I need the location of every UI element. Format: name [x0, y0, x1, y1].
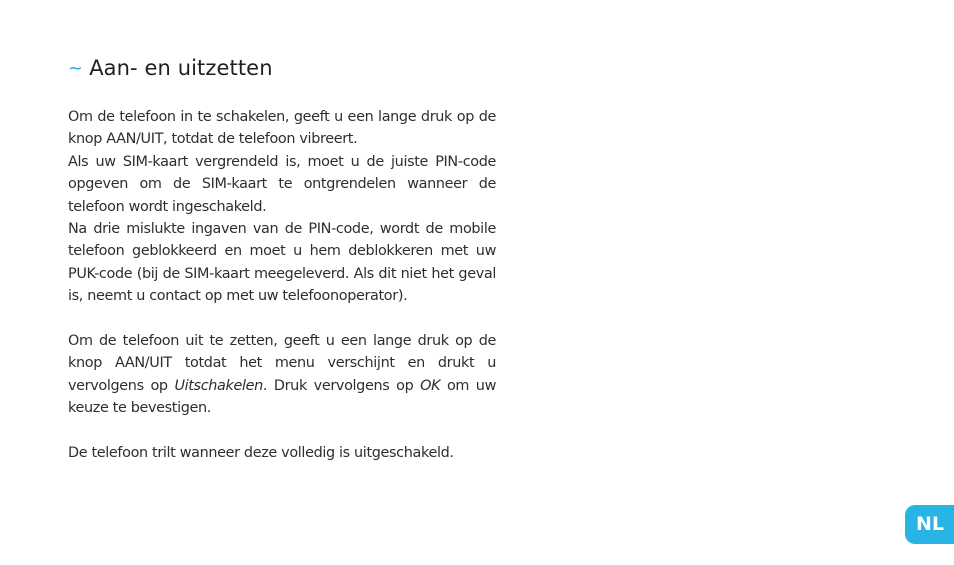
option-ok: OK: [420, 377, 441, 394]
paragraph-puk-code: Na drie mislukte ingaven van de PIN-code, wordt de mobile telefoon geblokkeerd en moet u hem deblokkeren met uw PUK-code (bij de SIM-kaart meegeleverd. Als dit niet het geval is, neemt u contact op met uw telefoonoperator).: [68, 221, 496, 305]
body-text: [68, 106, 496, 464]
paragraph-switch-off: [68, 330, 496, 420]
paragraph-vibrate-off: De telefoon trilt wanneer deze volledig is uitgeschakeld.: [68, 445, 454, 462]
option-uitschakelen: Uitschakelen: [174, 377, 263, 394]
language-badge: NL: [905, 505, 954, 544]
section-heading: [68, 56, 273, 80]
section-title: Aan- en uitzetten: [89, 56, 273, 80]
paragraph-sim-locked: Als uw SIM-kaart vergrendeld is, moet u de juiste PIN-code opgeven om de SIM-kaart te ontgrendelen wanneer de telefoon wordt ingeschakeld.: [68, 153, 496, 215]
switch-off-text-3: om uw keuze te bevestigen.: [68, 377, 497, 417]
switch-off-text-2: . Druk vervolgens op: [262, 377, 421, 394]
switch-off-text-1: Om de telefoon uit te zetten, geeft u een lange druk op de knop AAN/UIT totdat het menu verschijnt en drukt u vervolgens op: [68, 333, 496, 394]
tilde-icon: ~: [68, 58, 84, 79]
paragraph-switch-on: Om de telefoon in te schakelen, geeft u een lange druk op de knop AAN/UIT, totdat de telefoon vibreert.: [68, 109, 496, 148]
